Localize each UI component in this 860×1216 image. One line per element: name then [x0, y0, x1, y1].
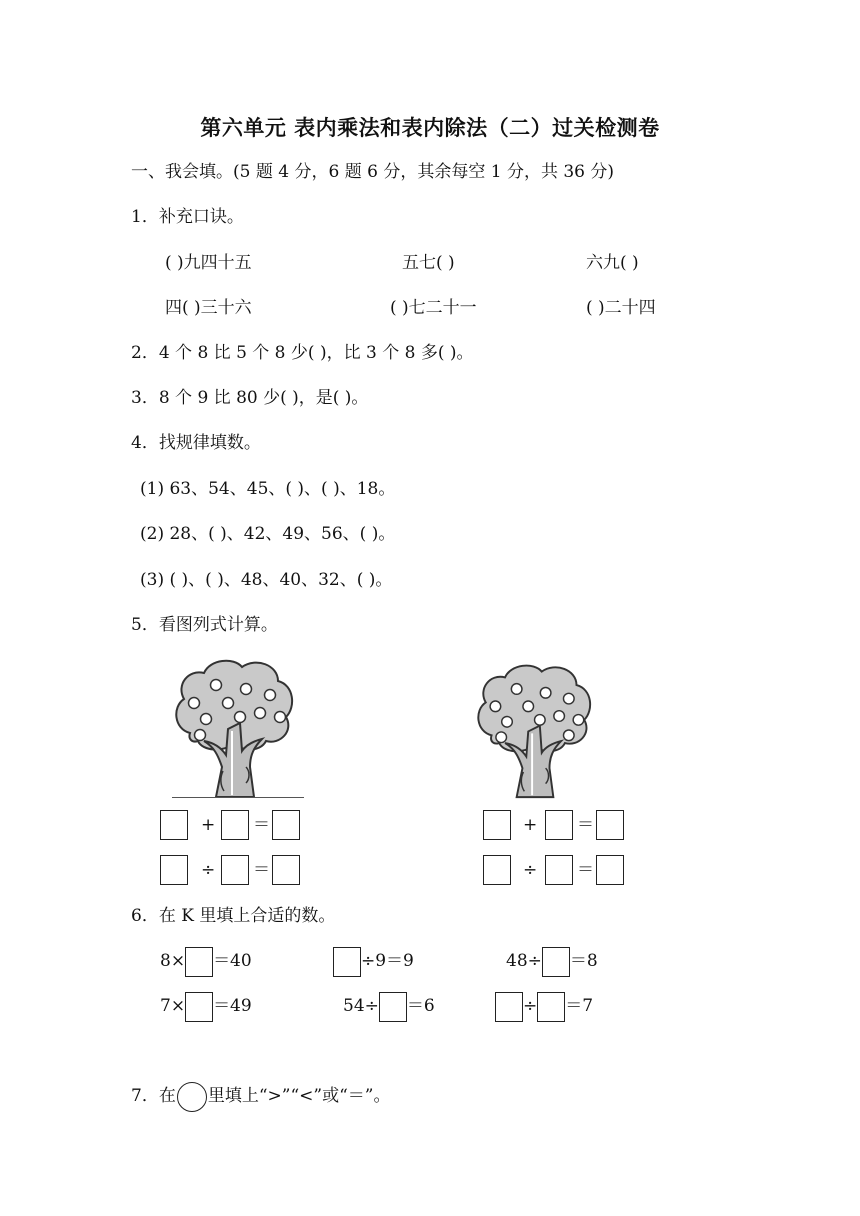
q1-item: ( )二十四: [586, 298, 656, 318]
page-title: 第六单元 表内乘法和表内除法（二）过关检测卷: [200, 116, 660, 140]
q5-label: 5．看图列式计算。: [131, 615, 278, 635]
answer-box[interactable]: [333, 947, 361, 977]
eq-text: ＝49: [213, 996, 252, 1016]
q1-item: 六九( ): [586, 253, 639, 273]
plus-sign: +: [201, 815, 216, 835]
answer-box[interactable]: [537, 992, 565, 1022]
equals-sign: ＝: [253, 815, 270, 835]
answer-box[interactable]: [545, 810, 573, 840]
apple-tree-image: [170, 655, 300, 800]
q3-text: 3．8 个 9 比 80 少( )，是( )。: [131, 388, 369, 408]
answer-box[interactable]: [596, 855, 624, 885]
answer-box[interactable]: [160, 855, 188, 885]
q1-item: 五七( ): [402, 253, 455, 273]
eq-text: 54÷: [343, 996, 379, 1016]
compare-circle[interactable]: [177, 1082, 207, 1112]
q4-item: (2) 28、( )、42、49、56、( )。: [140, 524, 396, 544]
eq-text: 48÷: [506, 951, 542, 971]
q7-text: [131, 1081, 390, 1112]
q4-item: (1) 63、54、45、( )、( )、18。: [140, 479, 396, 499]
q1-item: ( )九四十五: [165, 253, 252, 273]
eq-text: ＝7: [565, 996, 594, 1016]
eq-text: 8×: [160, 951, 186, 971]
equals-sign: ＝: [577, 815, 594, 835]
answer-box[interactable]: [221, 810, 249, 840]
answer-box[interactable]: [160, 810, 188, 840]
q2-text: 2．4 个 8 比 5 个 8 少( )，比 3 个 8 多( )。: [131, 343, 474, 363]
q6-equation: [160, 991, 252, 1022]
q6-equation: [333, 946, 414, 977]
q1-label: 1．补充口诀。: [131, 207, 244, 227]
q1-item: 四( )三十六: [165, 298, 252, 318]
q6-equation: [495, 991, 593, 1022]
q1-item: ( )七二十一: [390, 298, 477, 318]
plus-sign: +: [523, 815, 538, 835]
equals-sign: ＝: [253, 860, 270, 880]
q4-item: (3) ( )、( )、48、40、32、( )。: [140, 570, 393, 590]
answer-box[interactable]: [483, 810, 511, 840]
divide-sign: ÷: [201, 860, 216, 880]
ground-line: [172, 797, 304, 798]
q7-suffix: 里填上“>”“<”或“＝”。: [207, 1086, 391, 1106]
equals-sign: ＝: [577, 860, 594, 880]
eq-text: ÷9＝9: [361, 951, 414, 971]
answer-box[interactable]: [495, 992, 523, 1022]
answer-box[interactable]: [379, 992, 407, 1022]
q6-equation: [343, 991, 435, 1022]
q6-equation: [160, 946, 252, 977]
eq-text: ＝40: [213, 951, 252, 971]
answer-box[interactable]: [596, 810, 624, 840]
answer-box[interactable]: [545, 855, 573, 885]
q6-equation: [506, 946, 598, 977]
q6-label: 6．在 K 里填上合适的数。: [131, 906, 336, 926]
answer-box[interactable]: [483, 855, 511, 885]
divide-sign: ÷: [523, 860, 538, 880]
apple-tree-image: [470, 660, 600, 800]
eq-text: ÷: [523, 996, 538, 1016]
answer-box[interactable]: [272, 855, 300, 885]
eq-text: 7×: [160, 996, 186, 1016]
answer-box[interactable]: [185, 992, 213, 1022]
answer-box[interactable]: [221, 855, 249, 885]
section-one-heading: 一、我会填。(5 题 4 分，6 题 6 分，其余每空 1 分，共 36 分): [131, 162, 615, 182]
q4-label: 4．找规律填数。: [131, 433, 261, 453]
eq-text: ＝6: [406, 996, 435, 1016]
answer-box[interactable]: [542, 947, 570, 977]
eq-text: ＝8: [569, 951, 598, 971]
answer-box[interactable]: [272, 810, 300, 840]
answer-box[interactable]: [185, 947, 213, 977]
q7-prefix: 7．在: [131, 1086, 176, 1106]
